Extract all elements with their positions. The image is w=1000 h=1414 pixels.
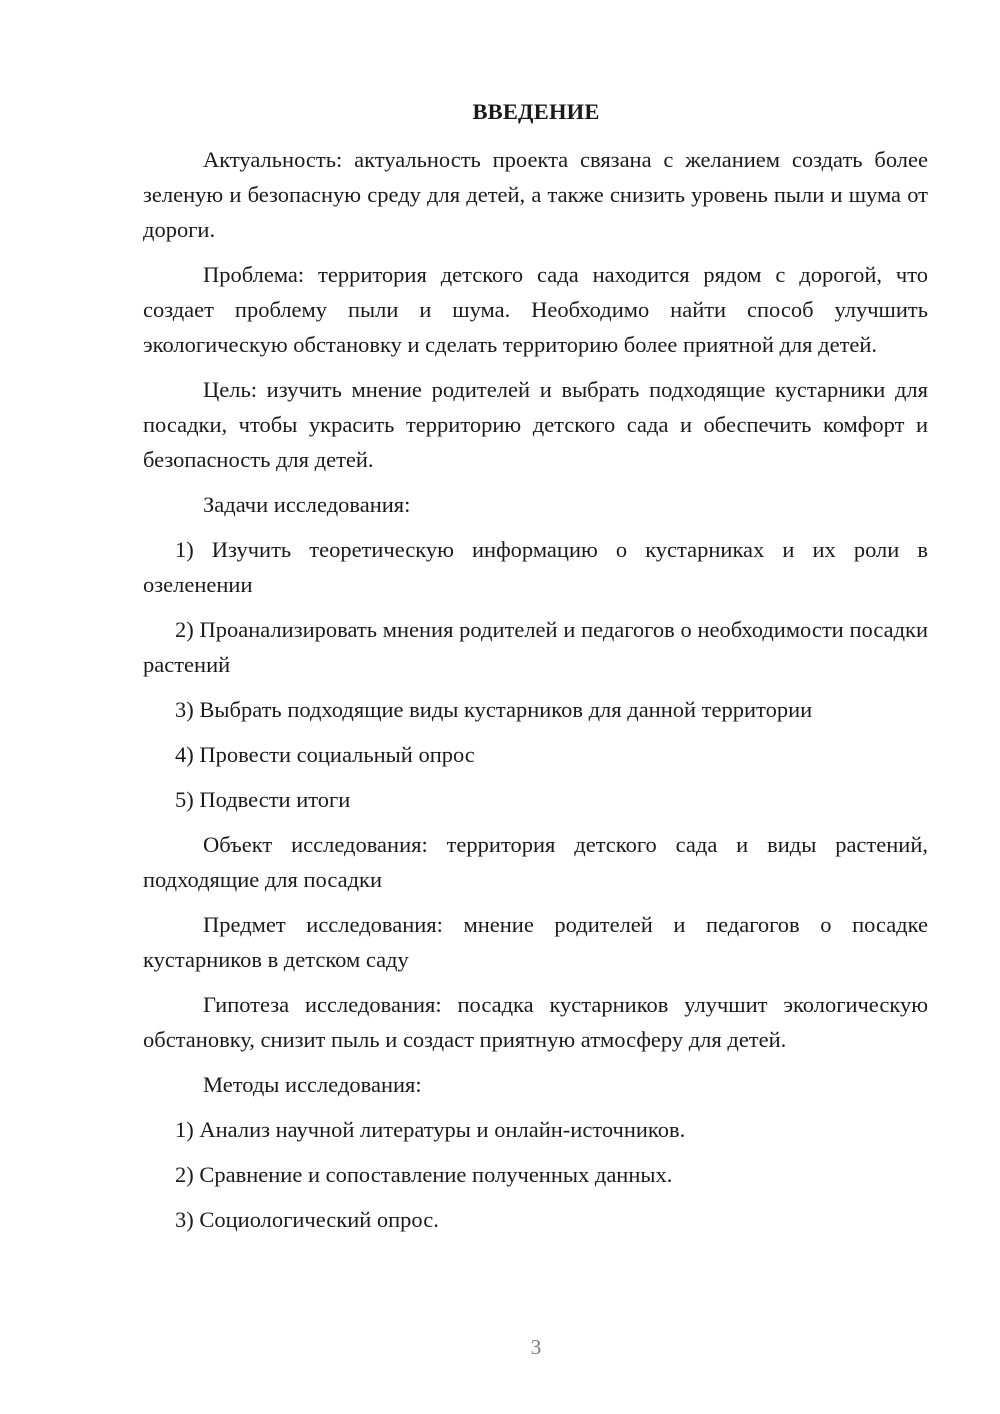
tasks-heading: Задачи исследования: bbox=[203, 492, 411, 517]
task-item-3: 3) Выбрать подходящие виды кустарников для данной территории bbox=[175, 697, 813, 722]
task-item-5: 5) Подвести итоги bbox=[175, 787, 351, 812]
method-item-2: 2) Сравнение и сопоставление полученных данных. bbox=[175, 1162, 673, 1187]
method-item-1: 1) Анализ научной литературы и онлайн-источников. bbox=[175, 1117, 686, 1142]
methods-heading: Методы исследования: bbox=[203, 1072, 422, 1097]
task-item-2: 2) Проанализировать мнения родителей и педагогов о необходимости посадки растений bbox=[143, 617, 928, 677]
page-number: 3 bbox=[530, 1335, 542, 1359]
relevance-paragraph: Актуальность: актуальность проекта связана с желанием создать более зеленую и безопасную среду для детей, а также снизить уровень пыли и шума от дороги. bbox=[143, 147, 928, 242]
section-title: ВВЕДЕНИЕ bbox=[472, 99, 600, 124]
subject-paragraph: Предмет исследования: мнение родителей и педагогов о посадке кустарников в детском саду bbox=[143, 912, 928, 972]
hypothesis-paragraph: Гипотеза исследования: посадка кустарников улучшит экологическую обстановку, снизит пыль и создаст приятную атмосферу для детей. bbox=[143, 992, 928, 1052]
object-paragraph: Объект исследования: территория детского сада и виды растений, подходящие для посадки bbox=[143, 832, 928, 892]
goal-paragraph: Цель: изучить мнение родителей и выбрать подходящие кустарники для посадки, чтобы украсить территорию детского сада и обеспечить комфорт и безопасность для детей. bbox=[143, 377, 928, 472]
task-item-4: 4) Провести социальный опрос bbox=[175, 742, 475, 767]
document-body bbox=[143, 142, 928, 1247]
problem-paragraph: Проблема: территория детского сада находится рядом с дорогой, что создает проблему пыли и шума. Необходимо найти способ улучшить экологическую обстановку и сделать территорию более приятной для детей. bbox=[143, 262, 928, 357]
method-item-3: 3) Социологический опрос. bbox=[175, 1207, 439, 1232]
task-item-1: 1) Изучить теоретическую информацию о кустарниках и их роли в озеленении bbox=[143, 537, 928, 597]
